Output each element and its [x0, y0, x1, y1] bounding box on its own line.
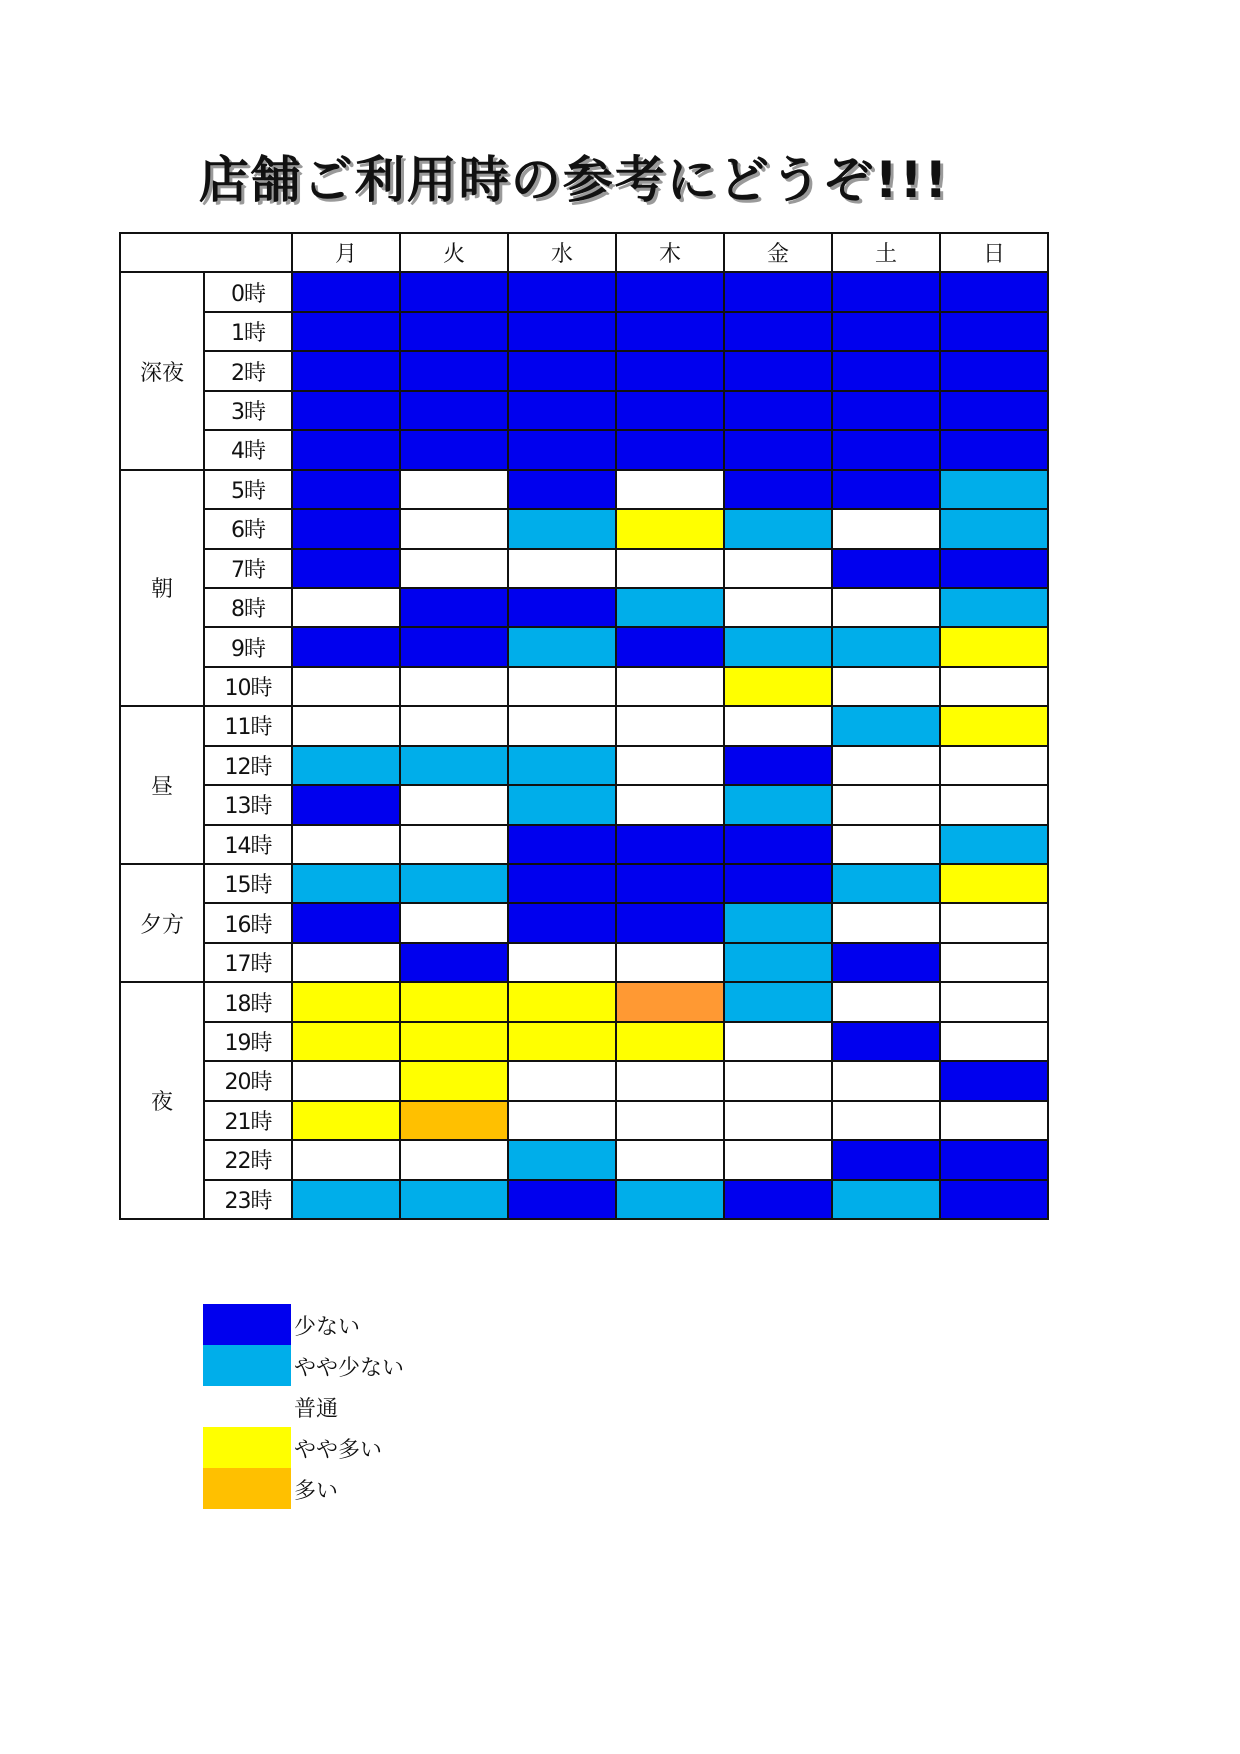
heatmap-cell — [832, 785, 940, 824]
heatmap-cell — [832, 1140, 940, 1179]
hour-row — [120, 549, 1048, 588]
heatmap-cell — [616, 667, 724, 706]
heatmap-cell — [508, 1061, 616, 1100]
heatmap-cell — [832, 667, 940, 706]
heatmap-cell — [940, 785, 1048, 824]
heatmap-cell — [724, 825, 832, 864]
heatmap-cell — [616, 746, 724, 785]
heatmap-cell — [400, 706, 508, 745]
heatmap-cell — [724, 746, 832, 785]
hour-row — [120, 1022, 1048, 1061]
period-label: 夜 — [120, 982, 204, 1219]
heatmap-cell — [400, 943, 508, 982]
day-header-mon: 月 — [292, 233, 400, 272]
period-label: 深夜 — [120, 272, 204, 469]
heatmap-cell — [832, 1101, 940, 1140]
heatmap-cell — [940, 706, 1048, 745]
heatmap-cell — [940, 825, 1048, 864]
heatmap-cell — [724, 1101, 832, 1140]
hour-row — [120, 943, 1048, 982]
heatmap-cell — [940, 667, 1048, 706]
heatmap-cell — [508, 982, 616, 1021]
heatmap-cell — [940, 627, 1048, 666]
period-label: 昼 — [120, 706, 204, 864]
heatmap-cell — [940, 1061, 1048, 1100]
heatmap-cell — [832, 351, 940, 390]
heatmap-cell — [292, 706, 400, 745]
heatmap-cell — [832, 391, 940, 430]
heatmap-cell — [832, 825, 940, 864]
day-header-tue: 火 — [400, 233, 508, 272]
heatmap-cell — [400, 1140, 508, 1179]
heatmap-cell — [508, 1101, 616, 1140]
day-header-wed: 水 — [508, 233, 616, 272]
day-header-fri: 金 — [724, 233, 832, 272]
heatmap-cell — [400, 1180, 508, 1219]
hour-label: 1時 — [204, 312, 292, 351]
heatmap-cell — [508, 509, 616, 548]
heatmap-cell — [724, 1140, 832, 1179]
legend-swatch — [203, 1386, 291, 1427]
hour-label: 20時 — [204, 1061, 292, 1100]
heatmap-cell — [832, 272, 940, 311]
heatmap-cell — [940, 549, 1048, 588]
heatmap-cell — [508, 746, 616, 785]
heatmap-cell — [724, 470, 832, 509]
heatmap-cell — [940, 272, 1048, 311]
heatmap-cell — [616, 430, 724, 469]
legend-swatch — [203, 1304, 291, 1345]
heatmap-cell — [832, 627, 940, 666]
heatmap-cell — [940, 1180, 1048, 1219]
heatmap-cell — [724, 785, 832, 824]
heatmap-cell — [400, 470, 508, 509]
heatmap-cell — [616, 982, 724, 1021]
hour-row — [120, 746, 1048, 785]
heatmap-cell — [508, 588, 616, 627]
period-label: 朝 — [120, 470, 204, 707]
heatmap-cell — [832, 706, 940, 745]
heatmap-cell — [292, 667, 400, 706]
heatmap-cell — [616, 588, 724, 627]
day-header-sun: 日 — [940, 233, 1048, 272]
hour-label: 14時 — [204, 825, 292, 864]
heatmap-cell — [616, 1061, 724, 1100]
heatmap-cell — [508, 943, 616, 982]
heatmap-cell — [400, 549, 508, 588]
heatmap-cell — [724, 864, 832, 903]
day-header-sat: 土 — [832, 233, 940, 272]
heatmap-cell — [616, 391, 724, 430]
heatmap-cell — [400, 1022, 508, 1061]
heatmap-cell — [832, 430, 940, 469]
heatmap-cell — [292, 1022, 400, 1061]
heatmap-cell — [832, 509, 940, 548]
heatmap-cell — [832, 903, 940, 942]
heatmap-cell — [400, 588, 508, 627]
day-header-row — [120, 233, 1048, 272]
heatmap-cell — [832, 470, 940, 509]
heatmap-cell — [940, 430, 1048, 469]
heatmap-cell — [400, 509, 508, 548]
hour-label: 5時 — [204, 470, 292, 509]
hour-label: 13時 — [204, 785, 292, 824]
hour-label: 7時 — [204, 549, 292, 588]
heatmap-cell — [616, 825, 724, 864]
hour-row — [120, 982, 1048, 1021]
heatmap-body — [120, 272, 1048, 1219]
heatmap-cell — [616, 1140, 724, 1179]
heatmap-cell — [400, 982, 508, 1021]
hour-row — [120, 391, 1048, 430]
hour-label: 6時 — [204, 509, 292, 548]
hour-row — [120, 1101, 1048, 1140]
heatmap-cell — [832, 312, 940, 351]
heatmap-cell — [724, 351, 832, 390]
heatmap-cell — [292, 430, 400, 469]
heatmap-cell — [832, 982, 940, 1021]
heatmap-cell — [400, 627, 508, 666]
hour-row — [120, 470, 1048, 509]
heatmap-cell — [292, 785, 400, 824]
heatmap-cell — [292, 1140, 400, 1179]
heatmap-cell — [508, 549, 616, 588]
hour-label: 16時 — [204, 903, 292, 942]
heatmap-cell — [832, 864, 940, 903]
hour-row — [120, 864, 1048, 903]
hour-label: 12時 — [204, 746, 292, 785]
hour-row — [120, 509, 1048, 548]
heatmap-cell — [940, 470, 1048, 509]
hour-label: 15時 — [204, 864, 292, 903]
heatmap-cell — [832, 1180, 940, 1219]
heatmap-cell — [292, 312, 400, 351]
heatmap-cell — [832, 1022, 940, 1061]
heatmap-cell — [400, 391, 508, 430]
heatmap-cell — [400, 1061, 508, 1100]
heatmap-cell — [724, 1180, 832, 1219]
heatmap-cell — [292, 903, 400, 942]
heatmap-cell — [616, 312, 724, 351]
hour-row — [120, 351, 1048, 390]
hour-row — [120, 430, 1048, 469]
heatmap-cell — [616, 785, 724, 824]
corner-cell — [120, 233, 292, 272]
heatmap-cell — [508, 706, 616, 745]
hour-label: 18時 — [204, 982, 292, 1021]
heatmap-cell — [400, 667, 508, 706]
legend-swatch — [203, 1345, 291, 1386]
hour-row — [120, 312, 1048, 351]
heatmap-cell — [400, 864, 508, 903]
heatmap-cell — [508, 430, 616, 469]
heatmap-cell — [292, 982, 400, 1021]
heatmap-cell — [940, 1140, 1048, 1179]
heatmap-cell — [940, 588, 1048, 627]
heatmap-cell — [616, 509, 724, 548]
heatmap-cell — [940, 982, 1048, 1021]
heatmap-cell — [508, 1140, 616, 1179]
hour-row — [120, 1140, 1048, 1179]
heatmap-cell — [508, 1180, 616, 1219]
hour-row — [120, 785, 1048, 824]
heatmap-cell — [508, 470, 616, 509]
hour-label: 4時 — [204, 430, 292, 469]
hour-row — [120, 1180, 1048, 1219]
heatmap-cell — [724, 549, 832, 588]
hour-row — [120, 706, 1048, 745]
hour-row — [120, 667, 1048, 706]
legend-label: やや少ない — [294, 1356, 405, 1381]
heatmap-cell — [832, 943, 940, 982]
hour-label: 8時 — [204, 588, 292, 627]
day-header-thu: 木 — [616, 233, 724, 272]
hour-row — [120, 1061, 1048, 1100]
heatmap-cell — [724, 627, 832, 666]
heatmap-cell — [508, 825, 616, 864]
legend-label: やや多い — [294, 1438, 383, 1463]
heatmap-cell — [508, 864, 616, 903]
heatmap-cell — [400, 272, 508, 311]
heatmap-cell — [940, 509, 1048, 548]
heatmap-cell — [292, 391, 400, 430]
heatmap-cell — [616, 1180, 724, 1219]
heatmap-cell — [508, 1022, 616, 1061]
hour-label: 19時 — [204, 1022, 292, 1061]
heatmap-cell — [616, 943, 724, 982]
heatmap-cell — [292, 627, 400, 666]
heatmap-cell — [832, 746, 940, 785]
heatmap-cell — [616, 627, 724, 666]
heatmap-cell — [724, 391, 832, 430]
congestion-heatmap — [119, 232, 1049, 1220]
hour-label: 23時 — [204, 1180, 292, 1219]
page-title: 店舗ご利用時の参考にどうぞ!!! — [198, 151, 950, 209]
heatmap-cell — [400, 746, 508, 785]
hour-label: 11時 — [204, 706, 292, 745]
hour-row — [120, 825, 1048, 864]
heatmap-cell — [940, 864, 1048, 903]
heatmap-cell — [292, 272, 400, 311]
heatmap-cell — [616, 470, 724, 509]
heatmap-cell — [292, 351, 400, 390]
heatmap-cell — [400, 430, 508, 469]
heatmap-cell — [292, 1101, 400, 1140]
heatmap-cell — [940, 391, 1048, 430]
heatmap-cell — [508, 351, 616, 390]
hour-label: 2時 — [204, 351, 292, 390]
heatmap-cell — [400, 903, 508, 942]
heatmap-cell — [292, 509, 400, 548]
heatmap-cell — [940, 903, 1048, 942]
hour-row — [120, 627, 1048, 666]
heatmap-cell — [832, 1061, 940, 1100]
hour-row — [120, 588, 1048, 627]
heatmap-cell — [616, 351, 724, 390]
hour-row — [120, 272, 1048, 311]
legend-swatch — [203, 1468, 291, 1509]
heatmap-cell — [292, 864, 400, 903]
heatmap-cell — [508, 667, 616, 706]
heatmap-cell — [508, 272, 616, 311]
heatmap-cell — [508, 391, 616, 430]
period-label: 夕方 — [120, 864, 204, 982]
heatmap-cell — [616, 1022, 724, 1061]
heatmap-cell — [940, 1101, 1048, 1140]
heatmap-cell — [832, 588, 940, 627]
legend-swatch — [203, 1427, 291, 1468]
legend-label: 少ない — [294, 1315, 361, 1340]
heatmap-cell — [724, 1061, 832, 1100]
hour-label: 10時 — [204, 667, 292, 706]
heatmap-cell — [724, 982, 832, 1021]
heatmap-cell — [724, 706, 832, 745]
heatmap-cell — [940, 312, 1048, 351]
heatmap-cell — [724, 312, 832, 351]
heatmap-cell — [616, 272, 724, 311]
heatmap-cell — [292, 746, 400, 785]
heatmap-cell — [400, 825, 508, 864]
heatmap-cell — [616, 1101, 724, 1140]
heatmap-cell — [724, 588, 832, 627]
heatmap-cell — [292, 943, 400, 982]
hour-label: 21時 — [204, 1101, 292, 1140]
heatmap-cell — [940, 351, 1048, 390]
heatmap-cell — [508, 312, 616, 351]
heatmap-cell — [724, 509, 832, 548]
heatmap-cell — [400, 1101, 508, 1140]
heatmap-cell — [292, 825, 400, 864]
heatmap-cell — [724, 430, 832, 469]
legend-label: 多い — [294, 1479, 339, 1504]
heatmap-cell — [724, 1022, 832, 1061]
heatmap-cell — [292, 1180, 400, 1219]
heatmap-cell — [724, 667, 832, 706]
heatmap-cell — [508, 627, 616, 666]
heatmap-cell — [724, 943, 832, 982]
heatmap-cell — [616, 549, 724, 588]
hour-label: 17時 — [204, 943, 292, 982]
heatmap-cell — [940, 1022, 1048, 1061]
heatmap-cell — [940, 943, 1048, 982]
heatmap-cell — [724, 272, 832, 311]
hour-label: 22時 — [204, 1140, 292, 1179]
heatmap-cell — [724, 903, 832, 942]
heatmap-cell — [400, 785, 508, 824]
hour-row — [120, 903, 1048, 942]
heatmap-cell — [400, 312, 508, 351]
heatmap-cell — [616, 903, 724, 942]
heatmap-cell — [292, 588, 400, 627]
hour-label: 9時 — [204, 627, 292, 666]
heatmap-cell — [508, 785, 616, 824]
hour-label: 0時 — [204, 272, 292, 311]
heatmap-cell — [616, 706, 724, 745]
heatmap-cell — [508, 903, 616, 942]
legend-label: 普通 — [294, 1397, 339, 1422]
heatmap-cell — [940, 746, 1048, 785]
hour-label: 3時 — [204, 391, 292, 430]
heatmap-cell — [832, 549, 940, 588]
heatmap-cell — [616, 864, 724, 903]
heatmap-cell — [292, 470, 400, 509]
heatmap-cell — [400, 351, 508, 390]
heatmap-cell — [292, 1061, 400, 1100]
heatmap-cell — [292, 549, 400, 588]
